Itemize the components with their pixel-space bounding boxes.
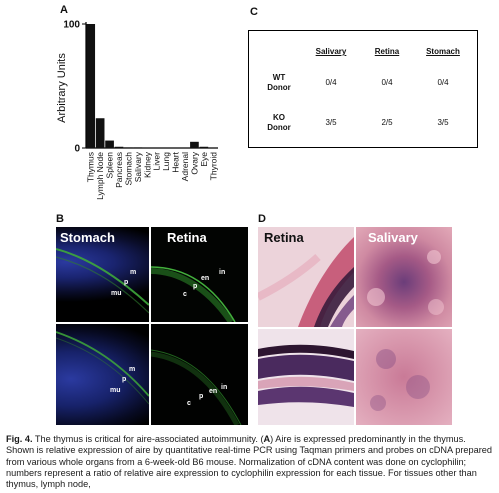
tag-en: en bbox=[209, 388, 218, 395]
caption-a-ref: A bbox=[263, 434, 271, 444]
tag-m: m bbox=[130, 269, 137, 276]
table-cell: 3/5 bbox=[325, 118, 337, 127]
caption-fig-label: Fig. 4. bbox=[6, 434, 33, 444]
salivary-he-bottom bbox=[356, 329, 452, 425]
row-label-line: KO bbox=[273, 113, 285, 122]
y-tick-label: 0 bbox=[74, 143, 80, 155]
x-tick-label: Pancreas bbox=[114, 152, 124, 188]
table-cell: 3/5 bbox=[437, 118, 449, 127]
tag-c: c bbox=[187, 400, 191, 407]
caption-text-2: ) Aire is expressed predominantly in the thymus. Shown is relative expression of aire by quantitative real-time PCR using Taqman primers and probes on cDNA prepared from various whole organs from a 6-week-old B6 mouse. Normalization of cDNA content was done on cyclophilin; numbers represent a ratio of relative aire expression to cyclophilin expression for each tissue. For tissues other than thymus, lymph node, bbox=[6, 434, 492, 490]
bar-stomach bbox=[124, 147, 133, 148]
x-tick-labels bbox=[86, 151, 219, 200]
panel-d-letter: D bbox=[258, 213, 266, 225]
tag-mu: mu bbox=[111, 290, 122, 297]
table-header-salivary: Salivary bbox=[315, 47, 347, 56]
bar-eye bbox=[200, 147, 209, 148]
figure-caption bbox=[6, 434, 496, 490]
stomach-bottom-fluor bbox=[56, 324, 149, 425]
x-tick-label: Adrenal bbox=[180, 152, 190, 182]
retina-title: Retina bbox=[167, 230, 207, 245]
table-cell: 0/4 bbox=[325, 78, 337, 87]
panel-b-letter: B bbox=[56, 213, 64, 225]
x-tick-label: Heart bbox=[170, 152, 181, 173]
panel-d-retina-top bbox=[258, 227, 354, 327]
panel-c-table bbox=[248, 30, 478, 148]
tag-in: in bbox=[221, 384, 228, 391]
table-cell: 2/5 bbox=[381, 118, 393, 127]
salivary-title: Salivary bbox=[368, 230, 418, 245]
tag-p: p bbox=[199, 393, 204, 400]
x-tick-label: Stomach bbox=[123, 152, 134, 186]
tag-mu: mu bbox=[110, 387, 121, 394]
retina-bottom-fluor bbox=[151, 324, 248, 425]
bar-lymph-node bbox=[96, 118, 105, 148]
panel-b-retina-bottom bbox=[151, 324, 248, 425]
retina-title: Retina bbox=[264, 230, 304, 245]
chart-axes bbox=[86, 22, 218, 148]
y-axis-label: Arbitrary Units bbox=[56, 53, 68, 123]
row-label-line: Donor bbox=[267, 123, 291, 132]
table-row-label-ko bbox=[259, 113, 299, 133]
panel-d-salivary-top bbox=[356, 227, 452, 327]
row-label-line: Donor bbox=[267, 83, 291, 92]
x-tick-label: Liver bbox=[151, 152, 162, 171]
row-label-line: WT bbox=[272, 73, 286, 82]
tag-p: p bbox=[193, 283, 198, 290]
table-cell: 0/4 bbox=[381, 78, 393, 87]
x-tick-label: Lymph Node bbox=[95, 152, 106, 200]
tag-m: m bbox=[129, 366, 136, 373]
x-tick-label: Thyroid bbox=[208, 152, 219, 181]
table-row-label-wt bbox=[259, 73, 299, 93]
x-tick-label: Lung bbox=[161, 152, 172, 171]
caption-text-1: The thymus is critical for aire-associated autoimmunity. ( bbox=[32, 434, 264, 444]
table-cell: 0/4 bbox=[437, 78, 449, 87]
table-header-stomach: Stomach bbox=[426, 47, 460, 56]
x-tick-label: Eye bbox=[198, 152, 209, 167]
panel-b-stomach-bottom bbox=[56, 324, 149, 425]
tag-p: p bbox=[124, 279, 129, 286]
panel-a-bar-chart bbox=[0, 0, 250, 215]
tag-en: en bbox=[201, 275, 210, 282]
bar-thymus bbox=[86, 24, 95, 148]
y-tick-label: 100 bbox=[63, 19, 80, 31]
panel-b-stomach-top bbox=[56, 227, 149, 322]
x-tick-label: Spleen bbox=[104, 152, 115, 179]
x-tick-label: Salivary bbox=[132, 152, 143, 183]
x-tick-label: Ovary bbox=[189, 152, 200, 175]
chart-bars bbox=[86, 24, 208, 148]
stomach-title: Stomach bbox=[60, 230, 115, 245]
panel-b-retina-top bbox=[151, 227, 248, 322]
panel-d-salivary-bottom bbox=[356, 329, 452, 425]
bar-spleen bbox=[105, 141, 114, 148]
panel-a-letter: A bbox=[60, 4, 68, 16]
panel-d-retina-bottom bbox=[258, 329, 354, 425]
retina-he-bottom bbox=[258, 329, 354, 425]
bar-ovary bbox=[190, 142, 199, 148]
bar-pancreas bbox=[115, 147, 124, 148]
panel-c-letter: C bbox=[250, 6, 258, 18]
table-header-retina: Retina bbox=[374, 47, 400, 56]
tag-c: c bbox=[183, 291, 187, 298]
bar-salivary bbox=[134, 147, 143, 148]
tag-in: in bbox=[219, 269, 226, 276]
x-tick-label: Kidney bbox=[142, 152, 153, 178]
x-tick-label: Thymus bbox=[85, 152, 96, 183]
tag-p: p bbox=[122, 376, 127, 383]
